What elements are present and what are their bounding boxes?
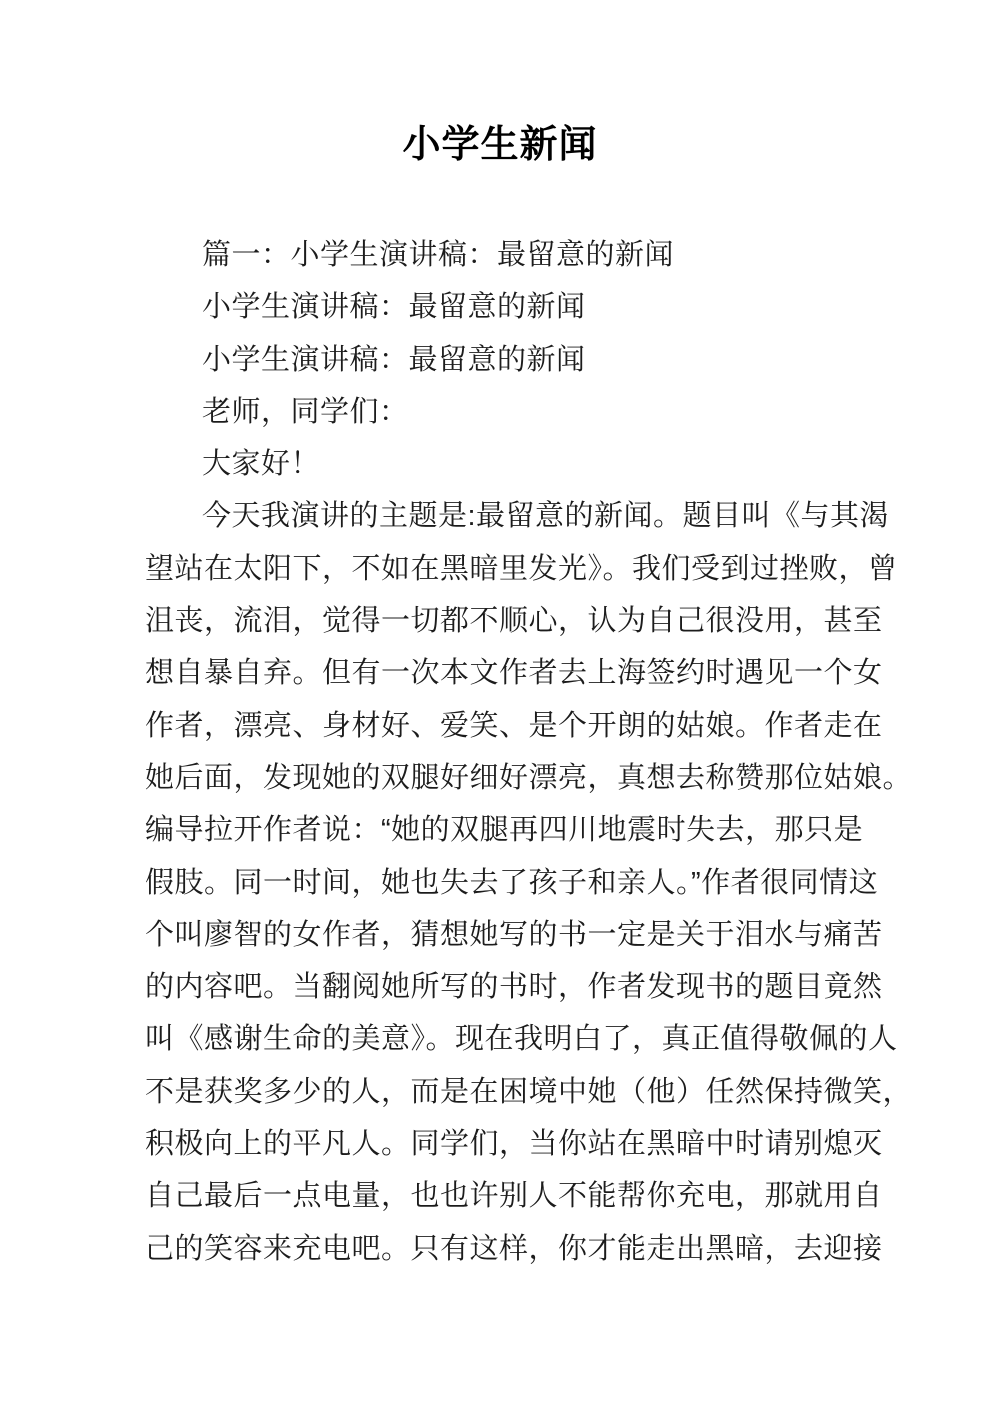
- text-line: 篇一：小学生演讲稿：最留意的新闻: [202, 239, 675, 271]
- text-line: 假肢。同一时间，她也失去了孩子和亲人。”作者很同情这: [145, 866, 879, 899]
- text-line: 沮丧，流泪，觉得一切都不顺心，认为自己很没用，甚至: [145, 605, 883, 638]
- text-line: 今天我演讲的主题是:最留意的新闻。题目叫《与其渴: [202, 500, 890, 533]
- text-line: 作者，漂亮、身材好、爱笑、是个开朗的姑娘。作者走在: [145, 709, 883, 742]
- text-line: 自己最后一点电量，也也许别人不能帮你充电，那就用自: [145, 1180, 883, 1213]
- text-line: 想自暴自弃。但有一次本文作者去上海签约时遇见一个女: [145, 657, 883, 690]
- text-line: 的内容吧。当翻阅她所写的书时，作者发现书的题目竟然: [145, 971, 883, 1004]
- text-line: 小学生演讲稿：最留意的新闻: [202, 343, 586, 376]
- text-line: 己的笑容来充电吧。只有这样，你才能走出黑暗，去迎接: [145, 1232, 883, 1265]
- text-line: 个叫廖智的女作者，猜想她写的书一定是关于泪水与痛苦: [145, 918, 883, 951]
- text-line: 积极向上的平凡人。同学们，当你站在黑暗中时请别熄灭: [145, 1128, 883, 1161]
- document-title: 小学生新闻: [402, 124, 598, 166]
- text-line: 小学生演讲稿：最留意的新闻: [202, 291, 586, 324]
- text-line: 编导拉开作者说：“她的双腿再四川地震时失去，那只是: [145, 814, 864, 847]
- text-line: 不是获奖多少的人，而是在困境中她（他）任然保持微笑，: [145, 1075, 913, 1108]
- text-line: 她后面，发现她的双腿好细好漂亮，真想去称赞那位姑娘。: [145, 761, 913, 794]
- text-line: 老师，同学们：: [202, 395, 409, 428]
- text-line: 叫《感谢生命的美意》。现在我明白了，真正值得敬佩的人: [145, 1023, 898, 1056]
- text-line: 大家好！: [202, 448, 321, 481]
- text-line: 望站在太阳下，不如在黑暗里发光》。我们受到过挫败，曾: [145, 552, 898, 585]
- document-body: [145, 229, 913, 1275]
